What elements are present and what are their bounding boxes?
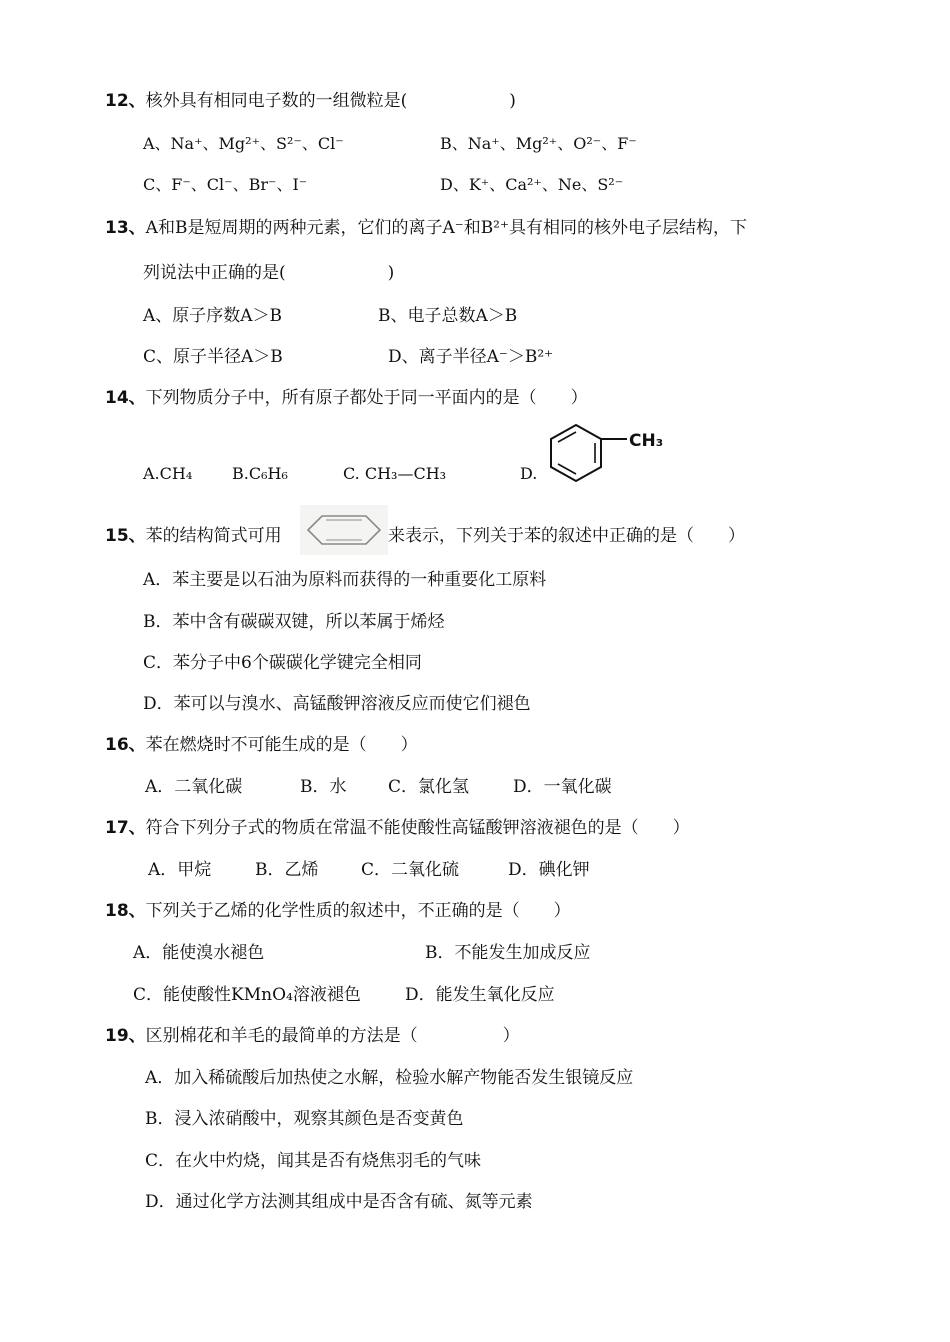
option-d: D、K⁺、Ca²⁺、Ne、S²⁻ bbox=[440, 175, 624, 194]
option-d: D．苯可以与溴水、高锰酸钾溶液反应而使它们褪色 bbox=[143, 694, 531, 714]
option-c: C．在火中灼烧，闻其是否有烧焦羽毛的气味 bbox=[145, 1151, 482, 1171]
question-number: 13、 bbox=[105, 218, 146, 238]
question-14 bbox=[105, 387, 588, 409]
question-stem: 区别棉花和羊毛的最简单的方法是（ ） bbox=[145, 1026, 520, 1046]
option-c: C．能使酸性KMnO₄溶液褪色 bbox=[133, 985, 361, 1005]
option-b: B．水 bbox=[300, 777, 347, 797]
question-number: 15、 bbox=[105, 526, 146, 546]
question-stem: 苯在燃烧时不可能生成的是（ ） bbox=[145, 735, 418, 755]
question-number: 17、 bbox=[105, 818, 146, 838]
question-13 bbox=[105, 217, 747, 239]
option-d: D. bbox=[520, 464, 538, 483]
option-b: B、Na⁺、Mg²⁺、O²⁻、F⁻ bbox=[440, 134, 637, 153]
option-d: D．一氧化碳 bbox=[513, 777, 612, 797]
option-a: A．加入稀硫酸后加热使之水解，检验水解产物能否发生银镜反应 bbox=[145, 1068, 634, 1088]
question-number: 18、 bbox=[105, 901, 146, 921]
question-18 bbox=[105, 900, 571, 922]
question-15 bbox=[105, 525, 282, 547]
methyl-group-label: CH₃ bbox=[629, 431, 664, 451]
question-number: 19、 bbox=[105, 1026, 146, 1046]
question-stem-continued: 列说法中正确的是( ) bbox=[143, 263, 395, 283]
option-c: C．苯分子中6个碳碳化学键完全相同 bbox=[143, 653, 422, 673]
question-stem: A和B是短周期的两种元素，它们的离子A⁻和B²⁺具有相同的核外电子层结构，下 bbox=[145, 218, 747, 238]
option-a: A．苯主要是以石油为原料而获得的一种重要化工原料 bbox=[143, 570, 547, 590]
option-b: B．不能发生加成反应 bbox=[425, 943, 591, 963]
question-stem-suffix: 来表示，下列关于苯的叙述中正确的是（ ） bbox=[388, 526, 745, 546]
option-d: D．通过化学方法测其组成中是否含有硫、氮等元素 bbox=[145, 1192, 533, 1212]
question-12 bbox=[105, 90, 516, 112]
option-c: C. CH₃—CH₃ bbox=[343, 464, 447, 483]
option-b: B.C₆H₆ bbox=[232, 464, 288, 483]
option-d: D、离子半径A⁻＞B²⁺ bbox=[388, 347, 554, 367]
option-a: A、Na⁺、Mg²⁺、S²⁻、Cl⁻ bbox=[143, 134, 344, 153]
question-stem: 符合下列分子式的物质在常温不能使酸性高锰酸钾溶液褪色的是（ ） bbox=[145, 818, 690, 838]
option-c: C．二氧化硫 bbox=[361, 860, 460, 880]
option-c: C、F⁻、Cl⁻、Br⁻、I⁻ bbox=[143, 175, 308, 194]
option-c: C、原子半径A＞B bbox=[143, 347, 283, 367]
option-a: A．甲烷 bbox=[148, 860, 212, 880]
option-a: A．能使溴水褪色 bbox=[133, 943, 265, 963]
option-d: D．能发生氧化反应 bbox=[405, 985, 555, 1005]
option-b: B．苯中含有碳碳双键，所以苯属于烯烃 bbox=[143, 612, 445, 632]
option-a: A.CH₄ bbox=[143, 464, 193, 483]
question-17 bbox=[105, 817, 690, 839]
question-number: 16、 bbox=[105, 735, 146, 755]
question-19 bbox=[105, 1025, 520, 1047]
question-stem-prefix: 苯的结构简式可用 bbox=[145, 526, 282, 546]
option-c: C．氯化氢 bbox=[388, 777, 470, 797]
question-stem: 下列关于乙烯的化学性质的叙述中，不正确的是（ ） bbox=[145, 901, 571, 921]
question-16 bbox=[105, 734, 418, 756]
option-a: A．二氧化碳 bbox=[145, 777, 243, 797]
option-b: B．浸入浓硝酸中，观察其颜色是否变黄色 bbox=[145, 1109, 464, 1129]
option-b: B、电子总数A＞B bbox=[378, 306, 518, 326]
benzene-structure-icon bbox=[300, 505, 388, 555]
option-b: B．乙烯 bbox=[255, 860, 319, 880]
option-a: A、原子序数A＞B bbox=[143, 306, 283, 326]
question-number: 12、 bbox=[105, 91, 146, 111]
option-d: D．碘化钾 bbox=[508, 860, 590, 880]
question-stem: 核外具有相同电子数的一组微粒是( ) bbox=[145, 91, 516, 111]
toluene-structure-icon bbox=[543, 422, 683, 484]
question-stem: 下列物质分子中，所有原子都处于同一平面内的是（ ） bbox=[145, 388, 588, 408]
question-number: 14、 bbox=[105, 388, 146, 408]
